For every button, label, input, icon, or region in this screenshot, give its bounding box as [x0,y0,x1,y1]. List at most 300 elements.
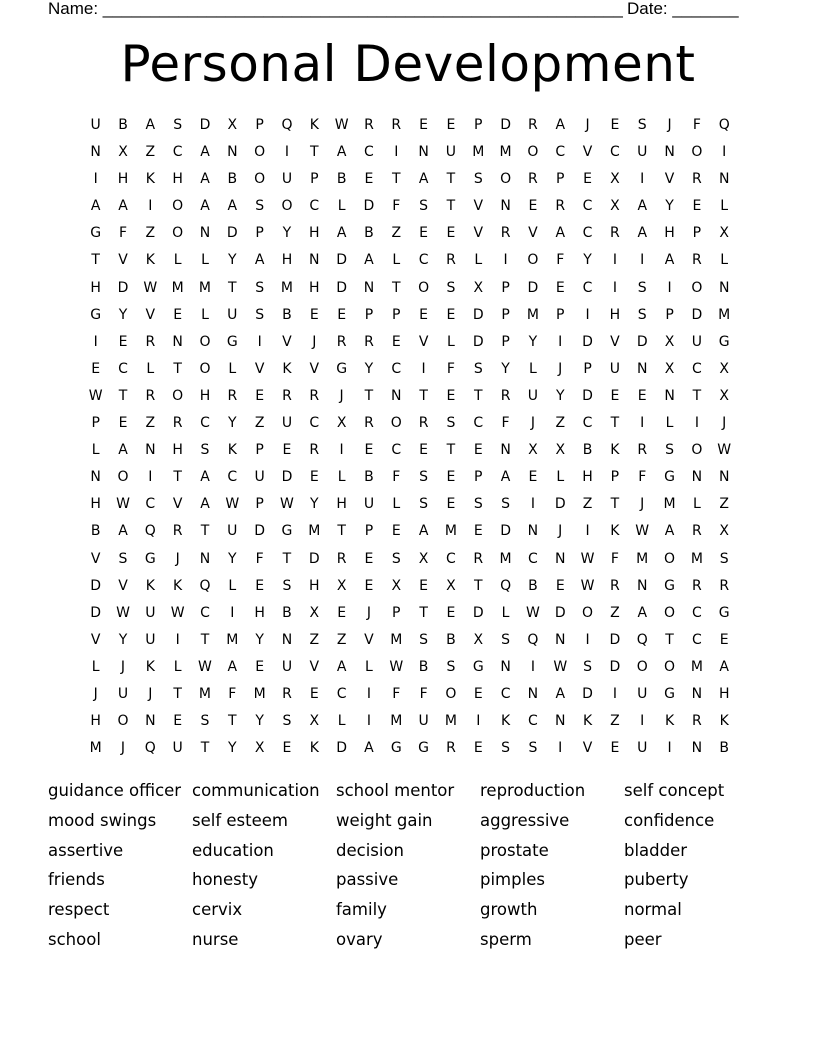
grid-letter[interactable]: G [472,658,484,675]
grid-letter[interactable]: E [118,415,128,432]
grid-letter[interactable]: I [339,442,344,459]
grid-letter[interactable]: V [582,740,593,757]
grid-letter[interactable]: Z [610,713,620,730]
grid-letter[interactable]: P [310,171,319,188]
grid-letter[interactable]: B [446,631,456,648]
grid-letter[interactable]: A [555,117,566,133]
grid-letter[interactable]: A [118,442,128,459]
grid-letter[interactable]: N [90,144,101,161]
grid-letter[interactable]: G [718,604,730,621]
grid-letter[interactable]: Q [527,631,539,648]
grid-letter[interactable]: Q [281,117,293,133]
grid-letter[interactable]: W [143,279,158,296]
grid-letter[interactable]: Z [145,225,156,242]
grid-letter[interactable]: O [281,198,293,215]
grid-letter[interactable]: Y [310,496,319,513]
grid-letter[interactable]: K [610,523,620,540]
grid-letter[interactable]: Y [228,252,237,269]
grid-letter[interactable]: P [255,225,264,242]
grid-letter[interactable]: R [418,415,429,432]
grid-letter[interactable]: G [90,306,102,323]
grid-letter[interactable]: A [254,252,265,269]
grid-letter[interactable]: S [473,171,483,188]
grid-letter[interactable]: C [118,360,128,377]
grid-letter[interactable]: I [612,685,617,702]
grid-letter[interactable]: D [636,333,648,350]
grid-letter[interactable]: O [636,658,648,675]
grid-letter[interactable]: N [718,279,730,296]
grid-letter[interactable]: S [637,279,647,296]
grid-letter[interactable]: N [281,631,293,648]
grid-letter[interactable]: I [722,144,727,161]
grid-letter[interactable]: E [282,442,292,459]
grid-letter[interactable]: E [583,171,592,188]
grid-letter[interactable]: A [364,252,374,269]
grid-letter[interactable]: B [528,577,538,594]
grid-letter[interactable]: X [336,415,347,432]
grid-letter[interactable]: F [501,415,510,432]
grid-letter[interactable]: N [718,469,730,486]
grid-letter[interactable]: J [722,415,727,432]
grid-letter[interactable]: W [280,496,294,513]
grid-letter[interactable]: L [447,333,455,350]
grid-letter[interactable]: D [691,306,703,323]
grid-letter[interactable]: R [719,577,730,594]
grid-letter[interactable]: W [116,496,130,513]
grid-letter[interactable]: E [391,333,401,350]
grid-letter[interactable]: X [418,550,429,567]
grid-letter[interactable]: O [172,198,184,215]
grid-letter[interactable]: D [336,740,347,757]
grid-letter[interactable]: Y [228,415,237,432]
grid-letter[interactable]: E [337,604,347,621]
grid-letter[interactable]: F [255,550,264,567]
grid-letter[interactable]: T [692,387,702,404]
grid-letter[interactable]: P [255,496,264,513]
grid-letter[interactable]: C [309,415,320,432]
grid-letter[interactable]: R [500,387,511,404]
grid-letter[interactable]: I [175,631,180,648]
grid-letter[interactable]: R [282,685,292,702]
grid-letter[interactable]: H [664,225,675,242]
grid-letter[interactable]: C [691,631,702,648]
grid-letter[interactable]: I [476,713,481,730]
grid-letter[interactable]: I [612,252,617,269]
grid-letter[interactable]: A [227,198,238,215]
grid-letter[interactable]: U [363,496,375,513]
grid-letter[interactable]: X [664,360,675,377]
grid-letter[interactable]: F [638,469,647,486]
grid-letter[interactable]: O [527,252,539,269]
grid-letter[interactable]: E [446,469,456,486]
grid-letter[interactable]: U [172,740,183,757]
grid-letter[interactable]: L [173,252,182,269]
grid-letter[interactable]: V [582,144,593,161]
grid-letter[interactable]: U [637,740,648,757]
grid-letter[interactable]: X [254,740,265,757]
grid-letter[interactable]: Y [228,740,237,757]
grid-letter[interactable]: T [173,685,182,702]
grid-letter[interactable]: F [392,469,401,486]
grid-letter[interactable]: B [418,658,429,675]
grid-letter[interactable]: S [200,713,210,730]
grid-letter[interactable]: D [582,387,593,404]
grid-letter[interactable]: D [254,523,266,540]
grid-letter[interactable]: R [172,415,183,432]
grid-letter[interactable]: A [336,658,347,675]
grid-letter[interactable]: S [419,496,429,513]
grid-letter[interactable]: C [582,415,593,432]
grid-letter[interactable]: P [474,469,483,486]
grid-letter[interactable]: A [200,496,210,513]
grid-letter[interactable]: O [500,171,512,188]
grid-letter[interactable]: I [284,144,290,161]
grid-letter[interactable]: I [640,171,645,188]
grid-letter[interactable]: S [501,631,511,648]
grid-letter[interactable]: A [200,198,210,215]
grid-letter[interactable]: S [282,713,292,730]
grid-letter[interactable]: C [582,279,593,296]
grid-letter[interactable]: T [473,577,483,594]
grid-letter[interactable]: O [445,685,457,702]
grid-letter[interactable]: W [170,604,185,621]
grid-letter[interactable]: L [201,306,209,323]
grid-letter[interactable]: X [227,117,238,133]
grid-letter[interactable]: I [640,252,645,269]
grid-letter[interactable]: R [692,713,702,730]
grid-letter[interactable]: N [418,144,429,161]
grid-letter[interactable]: P [392,306,401,323]
grid-letter[interactable]: I [640,713,645,730]
grid-letter[interactable]: Q [636,631,648,648]
grid-letter[interactable]: A [555,685,566,702]
date-field[interactable]: Date: _______ [627,0,739,18]
grid-letter[interactable]: C [200,604,210,621]
grid-letter[interactable]: J [93,685,98,702]
grid-letter[interactable]: L [501,604,510,621]
grid-letter[interactable]: I [558,740,563,757]
grid-letter[interactable]: T [364,387,374,404]
grid-letter[interactable]: N [555,550,566,567]
grid-letter[interactable]: W [198,658,212,675]
grid-letter[interactable]: P [501,333,510,350]
grid-letter[interactable]: E [473,523,483,540]
grid-letter[interactable]: M [253,685,266,702]
grid-letter[interactable]: H [582,469,593,486]
grid-letter[interactable]: I [585,631,590,648]
grid-letter[interactable]: I [503,252,508,269]
grid-letter[interactable]: V [528,225,538,242]
grid-letter[interactable]: T [446,198,456,215]
grid-letter[interactable]: H [718,685,730,702]
grid-letter[interactable]: E [419,306,429,323]
grid-letter[interactable]: A [336,144,347,161]
grid-letter[interactable]: S [255,279,265,296]
grid-letter[interactable]: N [691,685,703,702]
grid-letter[interactable]: X [664,333,675,350]
grid-letter[interactable]: X [719,225,729,242]
grid-letter[interactable]: I [694,415,699,432]
grid-letter[interactable]: Y [665,198,674,215]
grid-letter[interactable]: G [144,550,156,567]
grid-letter[interactable]: D [554,604,566,621]
grid-letter[interactable]: K [145,577,155,594]
grid-letter[interactable]: B [719,740,730,757]
grid-letter[interactable]: X [719,360,729,377]
grid-letter[interactable]: O [172,225,184,242]
grid-letter[interactable]: I [667,279,672,296]
grid-letter[interactable]: T [419,604,428,621]
grid-letter[interactable]: A [145,117,156,133]
grid-letter[interactable]: Q [500,577,512,594]
grid-letter[interactable]: V [254,360,265,377]
grid-letter[interactable]: L [720,252,729,269]
grid-letter[interactable]: N [691,469,703,486]
grid-letter[interactable]: I [230,604,235,621]
grid-letter[interactable]: A [364,740,374,757]
grid-letter[interactable]: E [610,740,620,757]
grid-letter[interactable]: O [664,604,676,621]
grid-letter[interactable]: N [227,144,238,161]
grid-letter[interactable]: U [145,604,156,621]
grid-letter[interactable]: M [171,279,184,296]
grid-letter[interactable]: D [90,604,102,621]
grid-letter[interactable]: E [446,496,456,513]
grid-letter[interactable]: N [636,577,648,594]
grid-letter[interactable]: L [201,252,209,269]
grid-letter[interactable]: R [610,225,620,242]
grid-letter[interactable]: C [582,225,593,242]
grid-letter[interactable]: E [473,740,483,757]
grid-letter[interactable]: N [363,279,375,296]
grid-letter[interactable]: O [664,550,676,567]
grid-letter[interactable]: V [118,252,128,269]
grid-letter[interactable]: S [583,658,593,675]
grid-letter[interactable]: E [610,117,620,133]
grid-letter[interactable]: N [500,198,511,215]
grid-letter[interactable]: Y [118,631,128,648]
grid-letter[interactable]: M [690,658,703,675]
grid-letter[interactable]: K [610,442,620,459]
grid-letter[interactable]: W [88,387,103,404]
grid-letter[interactable]: M [499,144,512,161]
grid-letter[interactable]: K [145,171,155,188]
grid-letter[interactable]: H [281,252,293,269]
grid-letter[interactable]: T [200,631,210,648]
grid-letter[interactable]: O [582,604,594,621]
grid-letter[interactable]: C [391,360,402,377]
grid-letter[interactable]: H [172,442,183,459]
grid-letter[interactable]: S [446,279,456,296]
grid-letter[interactable]: F [556,252,565,269]
grid-letter[interactable]: E [91,360,101,377]
grid-letter[interactable]: Q [718,117,730,133]
grid-letter[interactable]: G [226,333,238,350]
grid-letter[interactable]: A [200,144,210,161]
grid-letter[interactable]: X [309,713,320,730]
grid-letter[interactable]: R [446,740,456,757]
grid-letter[interactable]: Z [254,415,265,432]
grid-letter[interactable]: I [612,279,617,296]
grid-letter[interactable]: O [199,360,211,377]
grid-letter[interactable]: J [558,360,563,377]
grid-letter[interactable]: H [172,171,183,188]
grid-letter[interactable]: M [718,306,731,323]
grid-letter[interactable]: T [228,713,237,730]
grid-letter[interactable]: D [336,279,347,296]
grid-letter[interactable]: D [90,577,102,594]
grid-letter[interactable]: T [282,550,292,567]
grid-letter[interactable]: E [309,469,319,486]
grid-letter[interactable]: E [528,198,538,215]
grid-letter[interactable]: E [255,577,265,594]
grid-letter[interactable]: N [500,442,511,459]
grid-letter[interactable]: I [148,198,153,215]
grid-letter[interactable]: M [390,713,403,730]
grid-letter[interactable]: S [173,117,183,133]
grid-letter[interactable]: G [336,360,348,377]
grid-letter[interactable]: F [228,685,237,702]
grid-letter[interactable]: C [691,604,702,621]
grid-letter[interactable]: S [665,442,674,459]
grid-letter[interactable]: C [418,252,429,269]
grid-letter[interactable]: E [555,577,565,594]
grid-letter[interactable]: I [93,171,98,188]
grid-letter[interactable]: T [200,523,210,540]
grid-letter[interactable]: X [719,523,729,540]
grid-letter[interactable]: K [719,713,729,730]
grid-letter[interactable]: P [556,171,565,188]
grid-letter[interactable]: S [719,550,729,567]
grid-letter[interactable]: N [145,442,156,459]
grid-letter[interactable]: G [664,685,675,702]
grid-letter[interactable]: S [255,306,265,323]
grid-letter[interactable]: Y [528,333,538,350]
grid-letter[interactable]: T [91,252,100,269]
grid-letter[interactable]: T [118,387,128,404]
grid-letter[interactable]: V [309,658,320,675]
grid-letter[interactable]: P [610,469,620,486]
grid-letter[interactable]: U [418,713,429,730]
grid-letter[interactable]: P [501,279,510,296]
grid-letter[interactable]: I [558,333,563,350]
grid-letter[interactable]: S [419,469,429,486]
grid-letter[interactable]: A [227,658,238,675]
grid-letter[interactable]: C [473,415,484,432]
grid-letter[interactable]: A [637,225,648,242]
grid-letter[interactable]: S [200,442,210,459]
grid-letter[interactable]: R [364,415,374,432]
grid-letter[interactable]: D [226,225,238,242]
grid-letter[interactable]: R [282,387,292,404]
grid-letter[interactable]: G [418,740,430,757]
grid-letter[interactable]: V [664,171,675,188]
grid-letter[interactable]: M [390,631,403,648]
grid-letter[interactable]: U [145,631,156,648]
grid-letter[interactable]: D [281,469,293,486]
grid-letter[interactable]: S [637,306,647,323]
grid-letter[interactable]: K [145,252,155,269]
grid-letter[interactable]: R [446,252,456,269]
grid-letter[interactable]: E [391,523,401,540]
grid-letter[interactable]: D [500,117,511,133]
grid-letter[interactable]: A [418,523,429,540]
name-field[interactable]: Name: _______________________________________________________ [48,0,623,18]
grid-letter[interactable]: Y [282,225,292,242]
grid-letter[interactable]: P [556,306,565,323]
grid-letter[interactable]: Y [118,306,128,323]
grid-letter[interactable]: R [610,577,620,594]
grid-letter[interactable]: N [691,740,703,757]
grid-letter[interactable]: R [309,387,320,404]
grid-letter[interactable]: S [446,658,456,675]
grid-letter[interactable]: L [173,658,182,675]
grid-letter[interactable]: L [337,198,346,215]
grid-letter[interactable]: U [281,415,293,432]
grid-letter[interactable]: D [472,604,484,621]
grid-letter[interactable]: A [118,198,128,215]
grid-letter[interactable]: O [691,144,703,161]
grid-letter[interactable]: V [309,360,320,377]
grid-letter[interactable]: R [500,225,511,242]
grid-letter[interactable]: E [446,117,456,133]
grid-letter[interactable]: F [118,225,128,242]
grid-letter[interactable]: L [91,442,100,459]
grid-letter[interactable]: L [228,577,237,594]
grid-letter[interactable]: E [337,306,347,323]
grid-letter[interactable]: C [145,496,156,513]
grid-letter[interactable]: U [609,360,621,377]
grid-letter[interactable]: T [337,523,346,540]
grid-letter[interactable]: M [198,685,212,702]
grid-letter[interactable]: L [337,469,346,486]
grid-letter[interactable]: M [636,550,649,567]
grid-letter[interactable]: L [529,360,537,377]
grid-letter[interactable]: R [692,171,702,188]
grid-letter[interactable]: T [665,631,674,648]
grid-letter[interactable]: H [90,496,101,513]
grid-letter[interactable]: Y [555,387,565,404]
grid-letter[interactable]: F [392,685,401,702]
grid-letter[interactable]: E [610,387,620,404]
grid-letter[interactable]: R [227,387,238,404]
grid-letter[interactable]: H [336,496,347,513]
grid-letter[interactable]: C [691,360,702,377]
grid-letter[interactable]: R [692,523,702,540]
grid-letter[interactable]: L [146,360,155,377]
grid-letter[interactable]: R [692,252,702,269]
grid-letter[interactable]: U [445,144,457,161]
grid-letter[interactable]: M [444,523,457,540]
grid-letter[interactable]: J [640,496,645,513]
grid-letter[interactable]: K [309,740,319,757]
grid-letter[interactable]: O [199,333,211,350]
grid-letter[interactable]: S [637,117,647,133]
grid-letter[interactable]: Y [228,550,237,567]
grid-letter[interactable]: Y [583,252,592,269]
grid-letter[interactable]: N [145,713,156,730]
grid-letter[interactable]: Z [145,144,156,161]
grid-letter[interactable]: G [718,333,730,350]
grid-letter[interactable]: T [310,144,319,161]
grid-letter[interactable]: E [637,387,647,404]
grid-letter[interactable]: S [446,415,456,432]
grid-letter[interactable]: L [228,360,237,377]
grid-letter[interactable]: X [118,144,128,161]
grid-letter[interactable]: E [255,658,265,675]
grid-letter[interactable]: E [473,442,483,459]
grid-letter[interactable]: O [117,469,129,486]
